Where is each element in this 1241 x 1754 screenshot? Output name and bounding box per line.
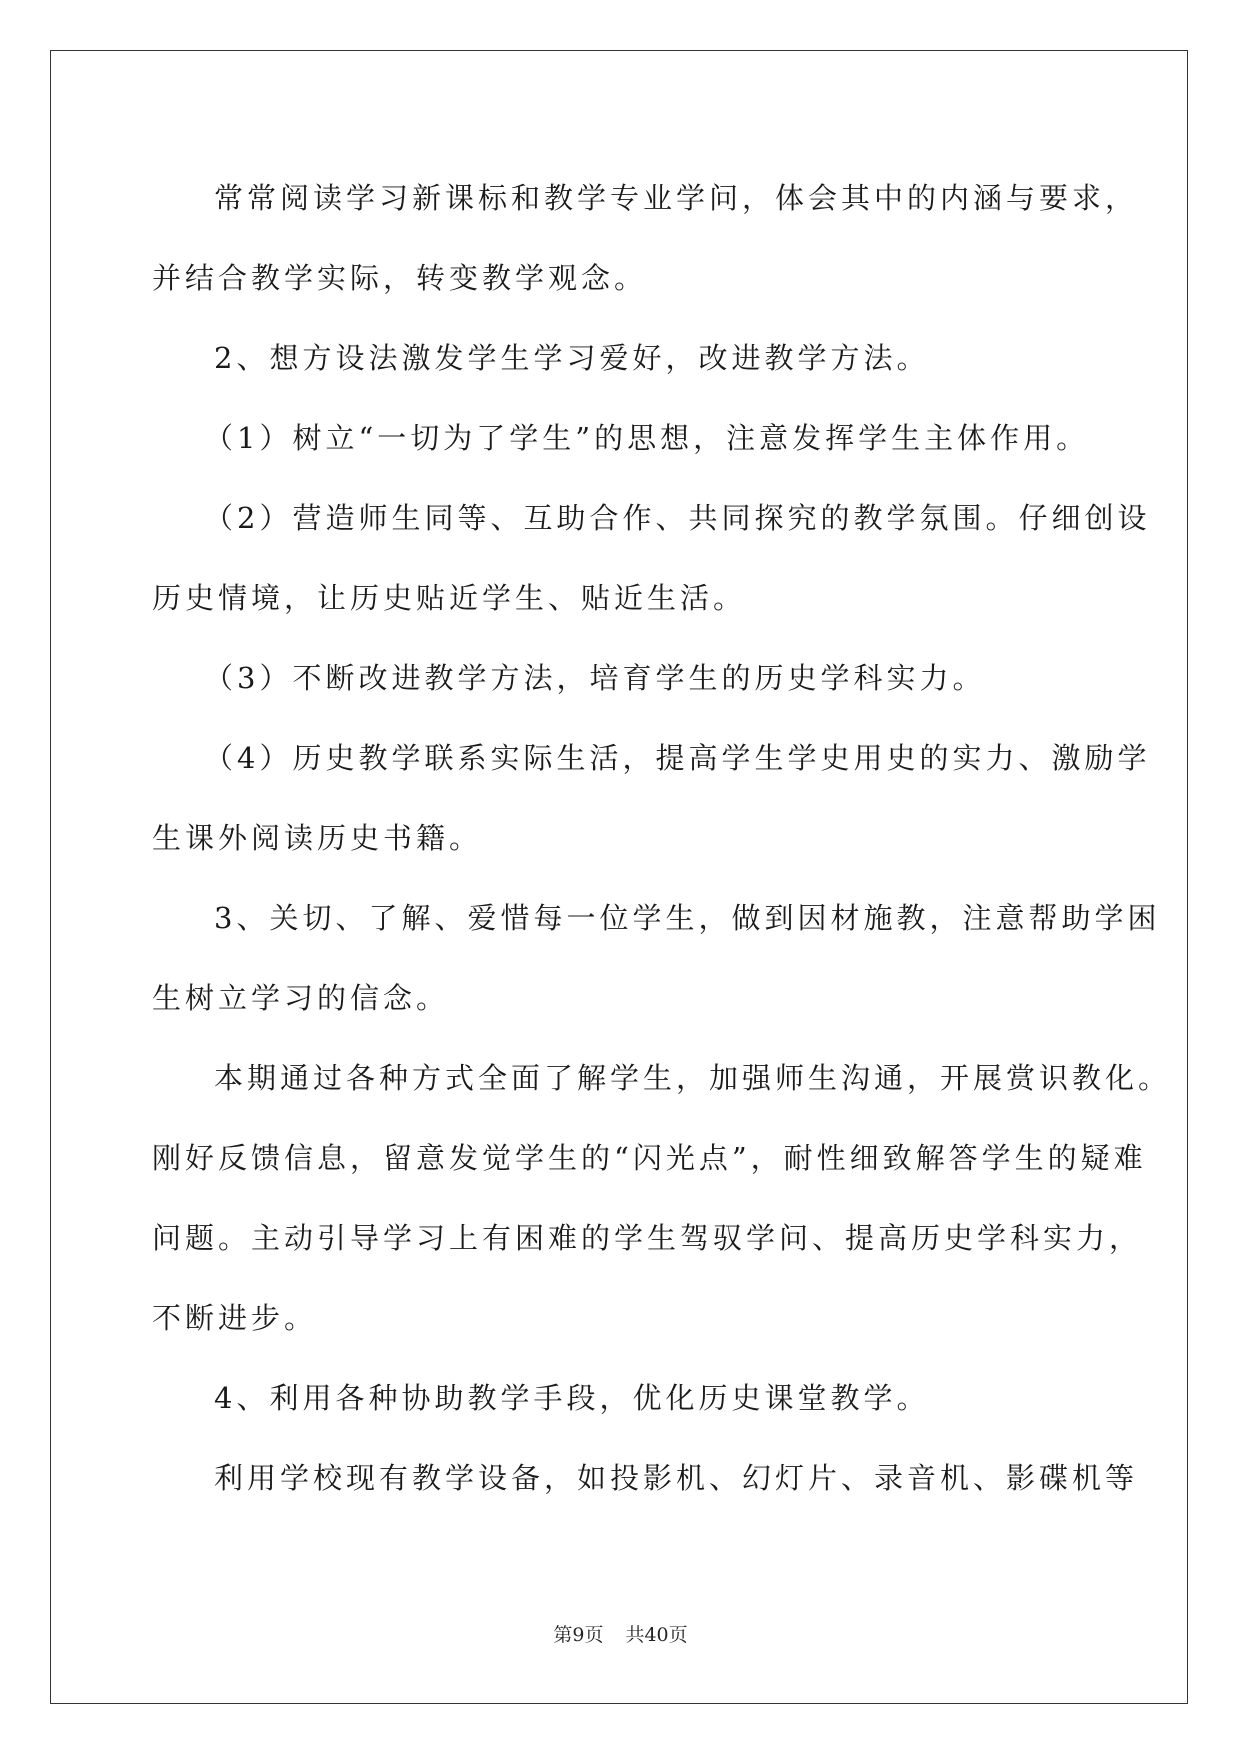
paragraph-line: 生树立学习的信念。: [152, 981, 450, 1015]
page-footer: [0, 1620, 1241, 1647]
paragraph-line: 4、利用各种协助教学手段，优化历史课堂教学。: [214, 1381, 930, 1415]
paragraph-line: （3）不断改进教学方法，培育学生的历史学科实力。: [204, 661, 986, 695]
paragraph-line: （4）历史教学联系实际生活，提高学生学史用史的实力、激励学: [204, 741, 1151, 775]
paragraph-line: 常常阅读学习新课标和教学专业学问，体会其中的内涵与要求，: [214, 181, 1139, 215]
paragraph-line: 历史情境，让历史贴近学生、贴近生活。: [152, 581, 747, 615]
paragraph-line: 2、想方设法激发学生学习爱好，改进教学方法。: [214, 341, 930, 375]
paragraph-line: 不断进步。: [152, 1301, 318, 1335]
paragraph-line: （2）营造师生同等、互助合作、共同探究的教学氛围。仔细创设: [204, 501, 1151, 535]
paragraph-line: 3、关切、了解、爱惜每一位学生，做到因材施教，注意帮助学困: [214, 901, 1161, 935]
page-number: 第9页: [553, 1624, 604, 1646]
paragraph-line: 并结合教学实际，转变教学观念。: [152, 261, 648, 295]
paragraph-line: 刚好反馈信息，留意发觉学生的“闪光点”，耐性细致解答学生的疑难: [152, 1141, 1147, 1175]
page-total: 共40页: [625, 1624, 688, 1646]
paragraph-line: 本期通过各种方式全面了解学生，加强师生沟通，开展赏识教化。: [214, 1061, 1172, 1095]
document-body: [152, 158, 1172, 1518]
paragraph-line: 问题。主动引导学习上有困难的学生驾驭学问、提高历史学科实力，: [152, 1221, 1143, 1255]
paragraph-line: （1）树立“一切为了学生”的思想，注意发挥学生主体作用。: [204, 421, 1090, 455]
paragraph-line: 利用学校现有教学设备，如投影机、幻灯片、录音机、影碟机等: [214, 1461, 1139, 1495]
paragraph-line: 生课外阅读历史书籍。: [152, 821, 483, 855]
